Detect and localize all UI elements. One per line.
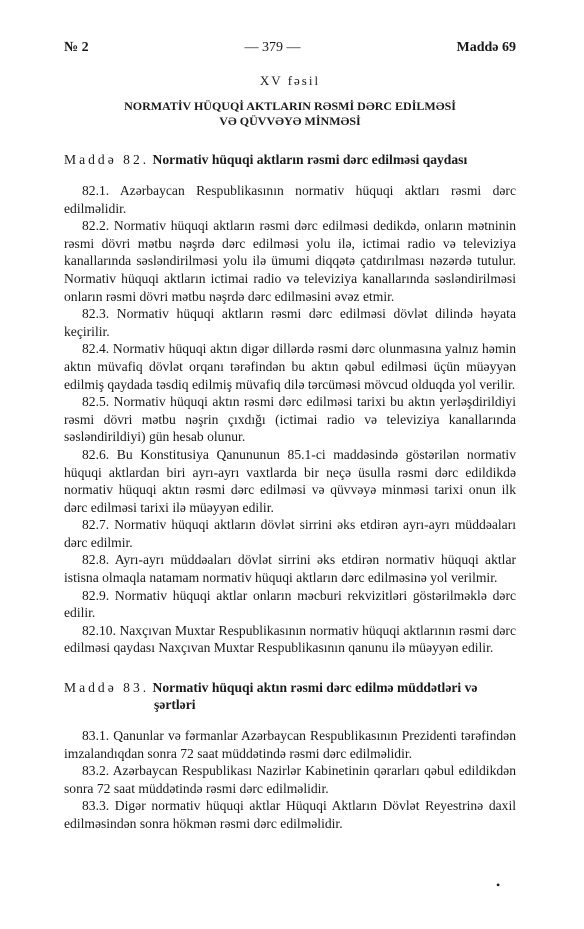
page [64, 40, 516, 833]
paragraph-82-5: 82.5. Normativ hüquqi aktın rəsmi dərc edilməsi tarixi bu aktın yerləşdirildiyi rəsmi dövri mətbu nəşrin çıxdığı (ictimai radio və televiziya kanallarında səsləndirildiyi) gün hesab olunur. [64, 394, 516, 445]
article-82-body [64, 182, 516, 657]
paragraph-82-1: 82.1. Azərbaycan Respublikasının normativ hüquqi aktları rəsmi dərc edilməlidir. [64, 183, 516, 216]
article-83-title: Normativ hüquqi aktın rəsmi dərc edilmə müddətləri və [152, 680, 478, 696]
issue-number: № 2 [64, 40, 89, 55]
article-83-heading [64, 679, 516, 713]
paragraph-82-4: 82.4. Normativ hüquqi aktın digər dillərdə rəsmi dərc olunmasına yalnız həmin aktın müvafiq dövlət orqanı tərəfindən bu aktın qəbul edilməsi üçün müəyyən edilmiş qaydada təsdiq edilmiş müvafiq dilə tərcüməsi mövcud olduqda yol verilir. [64, 341, 516, 392]
article-83-body [64, 727, 516, 833]
paragraph-82-6: 82.6. Bu Konstitusiya Qanununun 85.1-ci maddəsində göstərilən normativ hüquqi aktlardan biri ayrı-ayrı vaxtlarda bir neçə üsulla rəsmi dərc edildikdə normativ hüquqi aktın rəsmi dərc edilməsi və qüvvəyə minməsi tarixi onun ilk dərc edilməsi tarixi ilə müəyyən edilir. [64, 446, 516, 515]
article-82-title: Normativ hüquqi aktların rəsmi dərc edilməsi qaydası [152, 152, 468, 167]
chapter-title-line-1: NORMATİV HÜQUQİ AKTLARIN RƏSMİ DƏRC EDİLMƏSİ [124, 99, 456, 113]
chapter-title [64, 99, 516, 129]
article-82-heading [64, 151, 516, 168]
article-83-prefix: Maddə 83. [64, 680, 150, 696]
page-number: — 379 — [244, 40, 301, 55]
paragraph-82-2: 82.2. Normativ hüquqi aktların rəsmi dərc edilməsi dedikdə, onların mətninin rəsmi dövri mətbu nəşrdə dərc edilməsi yolu ilə, ictimai radio və televiziya kanallarında səsləndirilməsi yolu ilə ümumi diqqətə çatdırılması nəzərdə tutulur. Normativ hüquqi aktların ictimai radio və televiziya kanallarında səsləndirilməsi onların rəsmi dövri mətbu nəşrdə dərc edilməsini əvəz etmir. [64, 218, 516, 304]
paragraph-83-3: 83.3. Digər normativ hüquqi aktlar Hüquqi Aktların Dövlət Reyestrinə daxil edilməsindən sonra hökmən rəsmi dərc edilməlidir. [64, 798, 516, 831]
paragraph-83-2: 83.2. Azərbaycan Respublikası Nazirlər Kabinetinin qərarları qəbul edildikdən sonra 72 saat müddətində rəsmi dərc edilməlidir. [64, 763, 516, 796]
paragraph-82-9: 82.9. Normativ hüquqi aktlar onların məcburi rekvizitləri göstərilməklə dərc edilir. [64, 587, 516, 621]
running-header [64, 40, 516, 62]
chapter-number: XV fəsil [259, 73, 321, 88]
paragraph-83-1: 83.1. Qanunlar və fərmanlar Azərbaycan Respublikasının Prezidenti tərəfindən imzalandıqdan sonra 72 saat müddətində rəsmi dərc edilməlidir. [64, 728, 516, 761]
paragraph-82-8: 82.8. Ayrı-ayrı müddəaları dövlət sirrini əks etdirən normativ hüquqi aktlar istisna olmaqla natamam normativ hüquqi aktların dərc edilməsinə yol verilmir. [64, 552, 516, 586]
article-reference: Maddə 69 [456, 40, 516, 55]
article-82-prefix: Maddə 82. [64, 152, 150, 167]
paragraph-82-10: 82.10. Naxçıvan Muxtar Respublikasının normativ hüquqi aktlarının rəsmi dərc edilməsi qaydası Naxçıvan Muxtar Respublikasının qanunu ilə müəyyən edilir. [64, 622, 516, 656]
paragraph-82-3: 82.3. Normativ hüquqi aktların rəsmi dərc edilməsi dövlət dilində həyata keçirilir. [64, 306, 516, 339]
chapter-title-line-2: VƏ QÜVVƏYƏ MİNMƏSİ [219, 114, 361, 128]
bullet-mark: • [496, 878, 501, 892]
article-83-title-continuation: şərtləri [154, 697, 196, 713]
paragraph-82-7: 82.7. Normativ hüquqi aktların dövlət sirrini əks etdirən ayrı-ayrı müddəaları dərc edilmir. [64, 517, 516, 550]
